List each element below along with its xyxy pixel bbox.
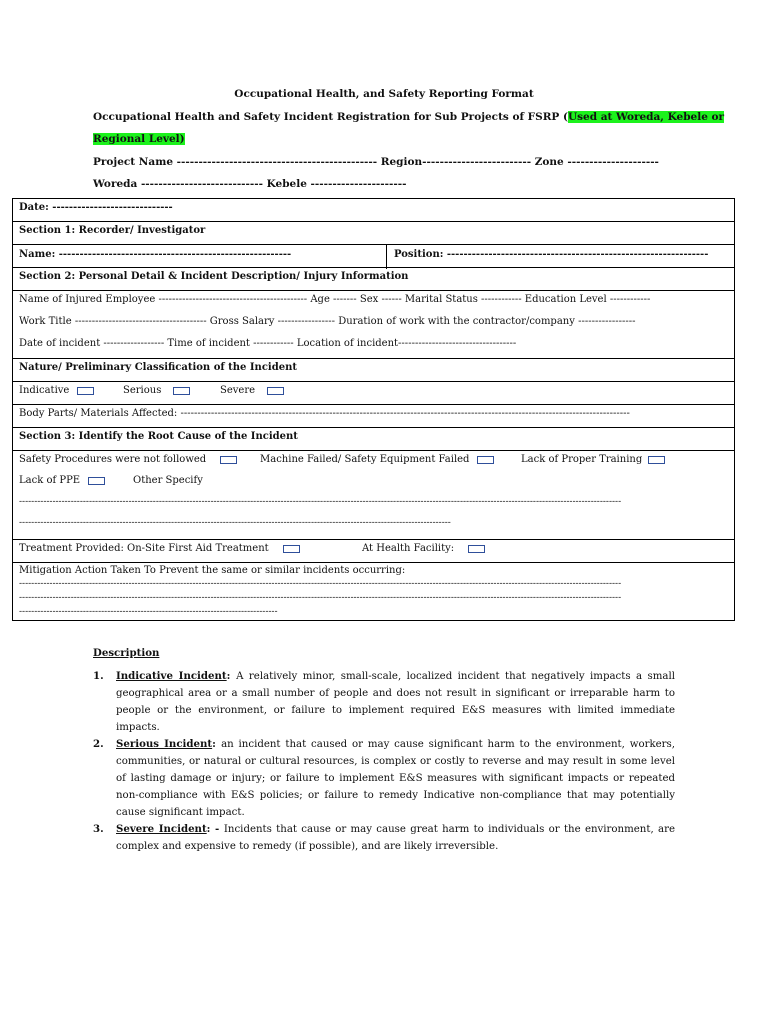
description-item-serious	[93, 736, 675, 821]
section1-row	[13, 221, 734, 244]
item-term: Serious Incident	[116, 738, 213, 750]
injured-employee-line[interactable]: Name of Injured Employee -------------------------------------------- Age ------- Sex ------ Marital Status ------------ Education Level ------------	[19, 294, 651, 305]
recorder-position-field[interactable]: Position: ---------------------------------------------------------------	[394, 249, 709, 260]
root-cause-block	[13, 450, 734, 539]
incident-date-line[interactable]: Date of incident ------------------ Time of incident ------------ Location of incident-----------------------------------	[19, 338, 517, 349]
indicative-label: Indicative	[19, 385, 70, 396]
lack-ppe-label: Lack of PPE	[19, 475, 81, 486]
severe-checkbox[interactable]	[267, 387, 284, 395]
indicative-checkbox[interactable]	[77, 387, 94, 395]
machine-failed-option[interactable]	[260, 454, 494, 465]
severe-label: Severe	[220, 385, 256, 396]
body-parts-row	[13, 404, 734, 427]
recorder-name-field[interactable]: Name: --------------------------------------------------------	[19, 249, 292, 260]
section3-title: Section 3: Identify the Root Cause of the Incident	[19, 431, 298, 442]
root-cause-fill-line-2[interactable]: ----------------------------------------------------------------------------------------------------------------------------------------------	[19, 518, 451, 528]
body-parts-field[interactable]: Body Parts/ Materials Affected: -------------------------------------------------------------------------------------------------------------------------------------	[19, 408, 630, 419]
item-text: Incidents that cause or may cause great harm to individuals or the environment, are complex and expensive to remedy (if possible), and are likely irreversible.	[116, 824, 675, 852]
serious-option[interactable]	[123, 385, 190, 396]
mitigation-block	[13, 562, 734, 620]
document-title: Occupational Health, and Safety Reporting Format	[234, 88, 534, 100]
description-item-indicative	[93, 668, 675, 736]
document-subtitle-line1	[93, 111, 724, 123]
indicative-option[interactable]	[19, 385, 94, 396]
lack-ppe-checkbox[interactable]	[88, 477, 105, 485]
incident-form-table	[12, 198, 735, 621]
treatment-label: Treatment Provided: On-Site First Aid Treatment	[19, 543, 269, 554]
item-number: 3.	[93, 823, 104, 835]
serious-checkbox[interactable]	[173, 387, 190, 395]
nature-title: Nature/ Preliminary Classification of the Incident	[19, 362, 297, 373]
item-term: Indicative Incident	[116, 670, 227, 682]
column-divider	[386, 245, 387, 269]
subtitle-highlight-1: Used at Woreda, Kebele or	[567, 111, 725, 123]
other-specify-label: Other Specify	[133, 475, 203, 486]
section2-title: Section 2: Personal Detail & Incident Description/ Injury Information	[19, 271, 409, 282]
health-facility-checkbox[interactable]	[468, 545, 485, 553]
mitigation-fill-line-1[interactable]: ------------------------------------------------------------------------------------------------------------------------------------------------------------------------------------------------------	[19, 579, 622, 589]
subtitle-text: Occupational Health and Safety Incident Registration for Sub Projects of FSRP (	[93, 111, 568, 123]
lack-training-checkbox[interactable]	[648, 456, 665, 464]
subtitle-highlight-2: Regional Level)	[93, 133, 185, 145]
onsite-first-aid-checkbox[interactable]	[283, 545, 300, 553]
personal-detail-block	[13, 290, 734, 358]
woreda-kebele-line: Woreda ---------------------------- Kebele ----------------------	[93, 178, 407, 190]
treatment-row	[13, 539, 734, 562]
severe-option[interactable]	[220, 385, 284, 396]
lack-ppe-option[interactable]	[19, 475, 105, 486]
item-term: Severe Incident	[116, 823, 207, 835]
name-position-row	[13, 244, 734, 268]
root-cause-fill-line-1[interactable]: ------------------------------------------------------------------------------------------------------------------------------------------------------------------------------------------------------	[19, 497, 622, 507]
safety-procedures-label: Safety Procedures were not followed	[19, 454, 207, 465]
health-facility-label: At Health Facility:	[362, 543, 455, 554]
safety-procedures-checkbox[interactable]	[220, 456, 237, 464]
health-facility-option[interactable]	[362, 543, 485, 554]
mitigation-fill-line-2[interactable]: ------------------------------------------------------------------------------------------------------------------------------------------------------------------------------------------------------	[19, 593, 622, 603]
machine-failed-checkbox[interactable]	[477, 456, 494, 464]
serious-label: Serious	[123, 385, 162, 396]
document-subtitle-line2	[93, 133, 185, 145]
lack-training-option[interactable]	[521, 454, 665, 465]
section3-row	[13, 427, 734, 450]
item-text: an incident that caused or may cause significant harm to the environment, workers, communities, or natural or cultural resources, is complex or costly to reverse and may result in some level of lasting damage or injury; or failure to implement E&S measures with significant impacts or repeated non-compliance with E&S policies; or failure to remedy Indicative non-compliance that may potentially cause significant impact.	[116, 739, 675, 818]
item-colon: :	[212, 738, 222, 750]
lack-training-label: Lack of Proper Training	[521, 454, 643, 465]
machine-failed-label: Machine Failed/ Safety Equipment Failed	[260, 454, 470, 465]
item-colon: : -	[206, 823, 224, 835]
project-region-zone-line: Project Name ---------------------------------------------- Region------------------------- Zone ---------------------	[93, 156, 659, 168]
safety-procedures-option[interactable]	[19, 454, 237, 465]
work-title-line[interactable]: Work Title --------------------------------------- Gross Salary ----------------- Duration of work with the contractor/company -----------------	[19, 316, 636, 327]
date-field[interactable]: Date: -----------------------------	[19, 202, 173, 213]
item-text: A relatively minor, small-scale, localized incident that negatively impacts a small geographical area or a small number of people and does not result in significant or irreparable harm to people or the environment, or failure to implement required E&S measures with limited immediate impacts.	[116, 671, 675, 733]
section2-row	[13, 267, 734, 290]
item-number: 1.	[93, 670, 104, 682]
description-section	[93, 645, 675, 855]
description-item-severe	[93, 821, 675, 855]
item-number: 2.	[93, 738, 104, 750]
item-colon: :	[226, 670, 237, 682]
classification-row	[13, 381, 734, 404]
nature-row	[13, 358, 734, 381]
mitigation-label: Mitigation Action Taken To Prevent the same or similar incidents occurring:	[19, 565, 406, 576]
section1-title: Section 1: Recorder/ Investigator	[19, 225, 206, 236]
mitigation-fill-line-3[interactable]: -------------------------------------------------------------------------------------	[19, 607, 278, 617]
onsite-first-aid-option[interactable]	[19, 543, 300, 554]
description-title: Description	[93, 647, 160, 659]
